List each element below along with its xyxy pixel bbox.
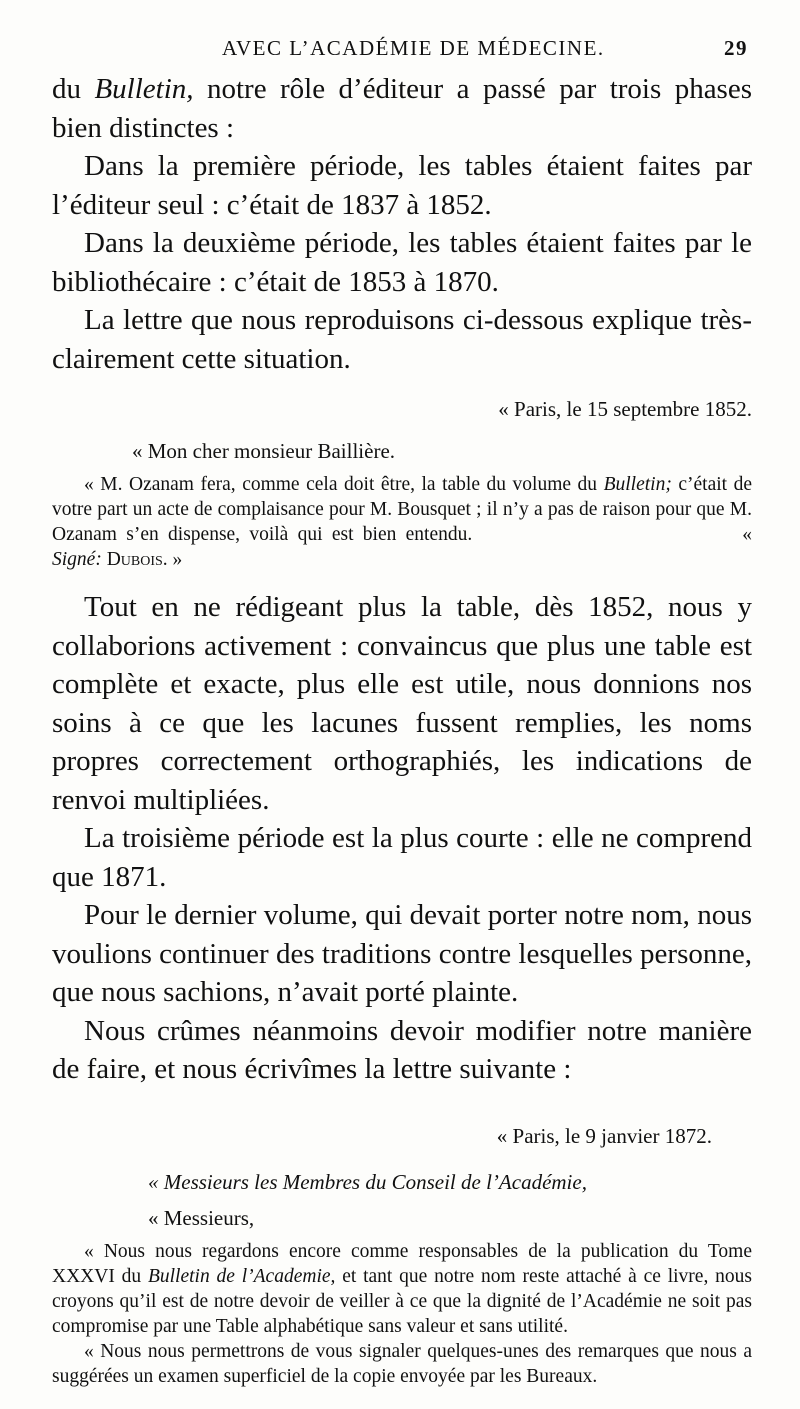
- letter-dateline: « Paris, le 9 janvier 1872.: [496, 1123, 712, 1148]
- letter-address: « Messieurs les Membres du Conseil de l’Académie,: [148, 1169, 587, 1194]
- italic-title: Bulletin,: [94, 73, 194, 105]
- paragraph: du Bulletin, notre rôle d’éditeur a passé par trois phases bien distinctes :: [52, 73, 753, 144]
- letter-text: « Nous nous permettrons de vous signaler quelques-unes des remarques que nous a suggérées un examen superficiel de la copie envoyée par les Bureaux.: [52, 1340, 752, 1387]
- letter-salutation: « Mon cher monsieur Baillière.: [132, 439, 396, 463]
- paragraph: Nous crûmes néanmoins devoir modifier notre manière de faire, et nous écrivîmes la lettre suivante :: [52, 1014, 752, 1085]
- body-text-middle: [52, 588, 752, 1089]
- paragraph: Pour le dernier volume, qui devait porter notre nom, nous voulions continuer des traditions contre lesquelles personne, que nous sachions, n’avait porté plainte.: [52, 899, 752, 1008]
- body-text-top: [52, 70, 752, 378]
- letter-text: « M. Ozanam fera, comme cela doit être, la table du volume du Bulletin; c’était de votre part un acte de complaisance pour M. Bousquet ; il n’y a pas de raison pour que M. Ozanam s’en dispense, voilà qui est bien entendu. « Signé: Dubois. »: [52, 474, 752, 570]
- page-number: 29: [724, 36, 748, 60]
- paragraph: La troisième période est la plus courte : elle ne comprend que 1871.: [52, 822, 752, 893]
- running-title: AVEC L’ACADÉMIE DE MÉDECINE.: [222, 36, 605, 60]
- letter-salutation: « Messieurs,: [148, 1205, 255, 1230]
- paragraph: Dans la deuxième période, les tables étaient faites par le bibliothécaire : c’était de 1853 à 1870.: [52, 227, 752, 298]
- quoted-letter-1: [52, 394, 752, 572]
- letter-dateline: « Paris, le 15 septembre 1852.: [498, 397, 752, 421]
- letter-signature: « Signé: Dubois. »: [52, 524, 752, 570]
- quoted-letter-2: [52, 1121, 752, 1389]
- paragraph: Dans la première période, les tables étaient faites par l’éditeur seul : c’était de 1837 à 1852.: [52, 150, 752, 221]
- paragraph: La lettre que nous reproduisons ci-dessous explique très-clairement cette situation.: [52, 304, 752, 375]
- letter-text: « Nous nous regardons encore comme responsables de la publication du Tome XXXVI du Bulletin de l’Academie, et tant que notre nom reste attaché à ce livre, nous croyons qu’il est de notre devoir de veiller à ce que la dignité de l’Académie ne soit pas compromise par une Table alphabétique sans valeur et sans utilité.: [52, 1240, 752, 1337]
- running-header: [52, 0, 752, 70]
- paragraph: Tout en ne rédigeant plus la table, dès 1852, nous y collaborions activement : convaincus que plus une table est complète et exacte, plus elle est utile, nous donnions nos soins à ce que les lacunes fussent remplies, les noms propres correctement orthographiés, les indications de renvoi multipliées.: [52, 591, 752, 816]
